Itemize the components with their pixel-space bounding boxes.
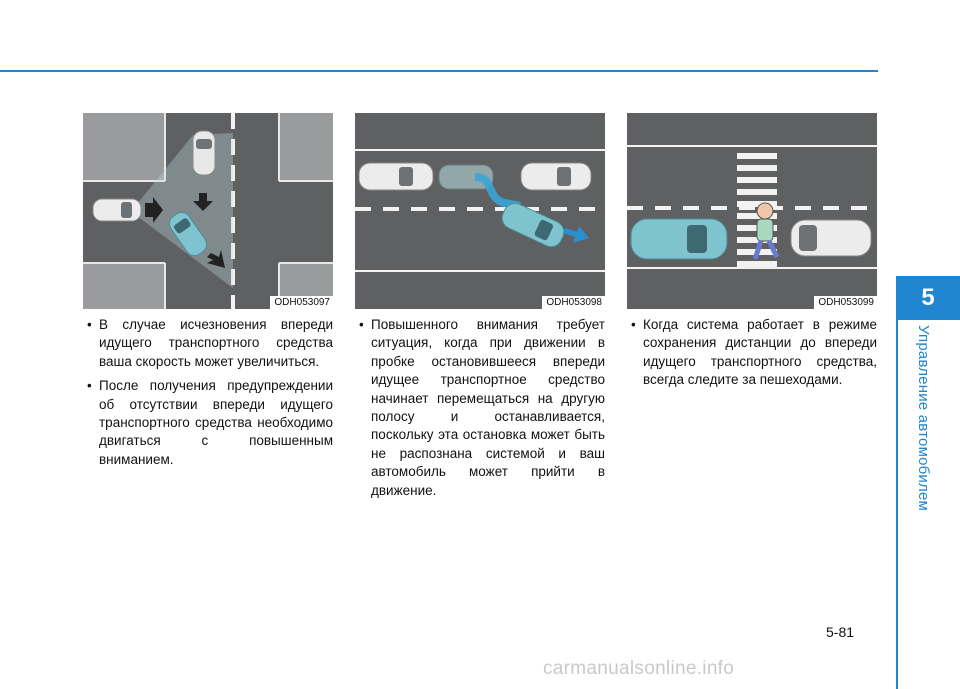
- bullet-item: • В случае исчезновения впереди идущего транспортного средства ваша скорость может увеличиться.: [83, 316, 333, 371]
- figure-pedestrian: [627, 113, 877, 309]
- bullet-item: • Повышенного внимания требует ситуация, когда при движении в пробке остановившееся впереди идущее транспортное средство начинает перемещаться на другую полосу и останавливается, поскольку эта остановка может быть не распознана системой и ваш автомобиль может прийти в движение.: [355, 316, 605, 500]
- bullet-item: • Когда система работает в режиме сохранения дистанции до впереди идущего транспортного средства, всегда следите за пешеходами.: [627, 316, 877, 390]
- header-rule: [0, 70, 878, 72]
- text-column-1: [83, 316, 333, 475]
- chapter-number: 5: [921, 284, 935, 311]
- figure-lane-change: [355, 113, 605, 309]
- chapter-tab[interactable]: [896, 276, 960, 320]
- page-number: 5-81: [826, 624, 855, 640]
- figure-code: ODH053097: [270, 296, 333, 309]
- text-column-3: [627, 316, 877, 396]
- bullet-item: • После получения предупреждении об отсутствии впереди идущего транспортного средства необходимо двигаться с повышенным вниманием.: [83, 377, 333, 469]
- figure-code: ODH053099: [814, 296, 877, 309]
- chapter-title: Управление автомобилем: [915, 325, 932, 512]
- chapter-rule: [896, 320, 898, 689]
- text-column-2: [355, 316, 605, 506]
- watermark: carmanualsonline.info: [543, 658, 735, 679]
- figure-intersection: [83, 113, 333, 309]
- figure-code: ODH053098: [542, 296, 605, 309]
